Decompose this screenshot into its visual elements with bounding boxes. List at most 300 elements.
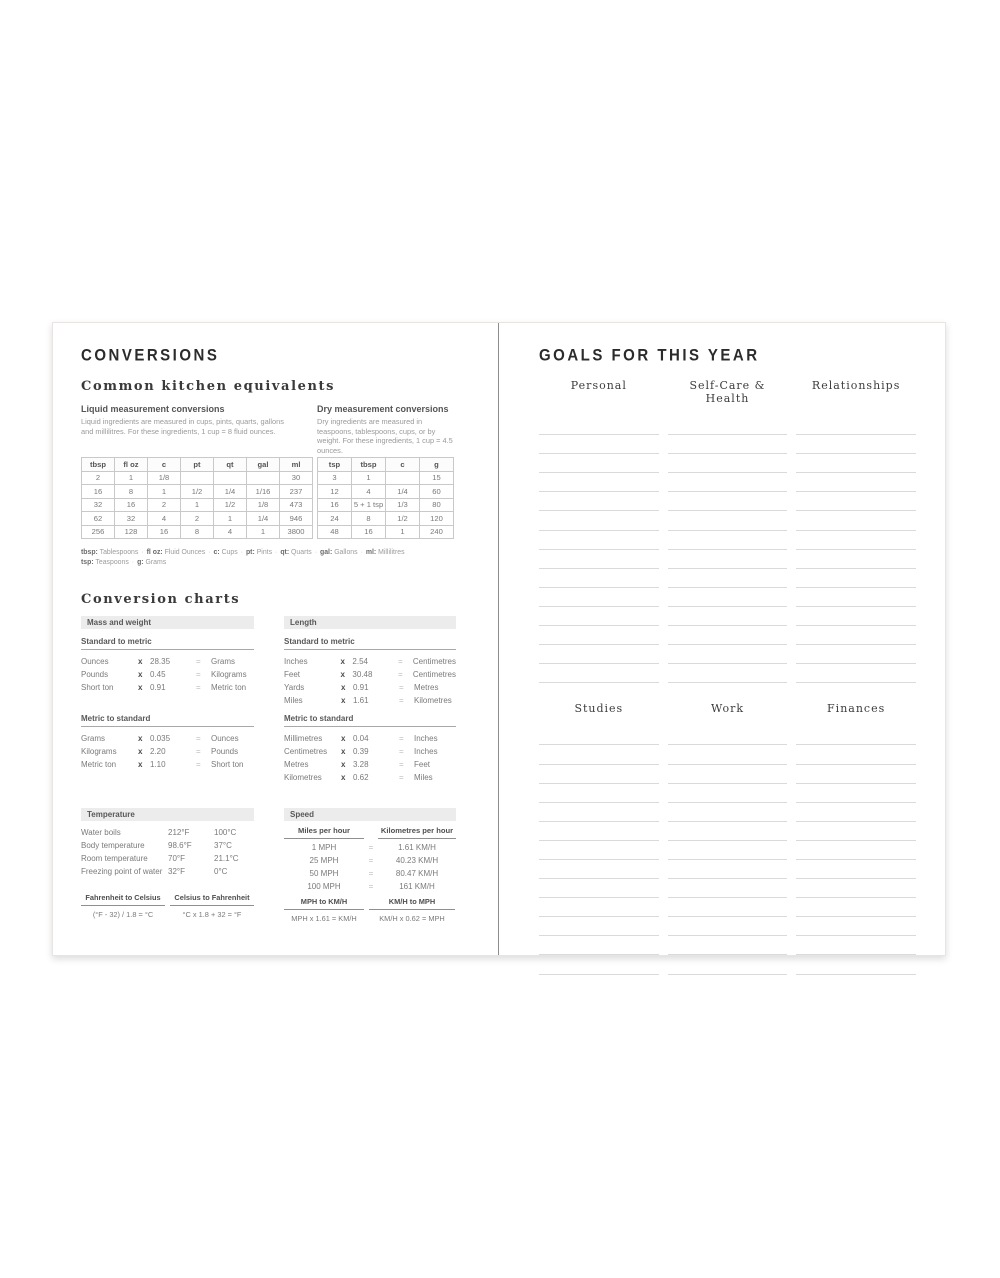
legend-abbr: tsp:	[81, 558, 94, 566]
table-cell: 16	[352, 525, 386, 539]
table-row	[318, 525, 454, 539]
legend-abbr: ml:	[365, 549, 377, 556]
goal-writing-line	[796, 664, 916, 683]
mph-value: 1 MPH	[311, 843, 337, 852]
multiply-sign: x	[341, 696, 346, 705]
table-row	[318, 471, 454, 485]
goal-writing-line	[796, 626, 916, 645]
table-cell: 1	[386, 525, 420, 539]
equals-sign: =	[196, 670, 201, 679]
formula-text: KM/H x 0.62 = MPH	[379, 914, 445, 923]
temperature-row	[81, 865, 254, 878]
speed-row	[284, 867, 456, 880]
goal-writing-line	[539, 898, 659, 917]
multiply-sign: x	[341, 683, 346, 692]
goal-writing-line	[668, 626, 788, 645]
goal-lines-row	[539, 416, 916, 683]
goal-group	[539, 379, 916, 683]
mph-value: 100 MPH	[307, 882, 341, 891]
goal-writing-line	[796, 607, 916, 626]
table-cell: 1/4	[386, 485, 420, 499]
goal-writing-line	[539, 726, 659, 745]
mass-standard-to-metric	[81, 634, 254, 711]
formula-column	[81, 893, 165, 919]
temperature-label: Freezing point of water	[81, 867, 163, 876]
mph-value: 25 MPH	[309, 856, 339, 865]
goal-writing-line	[539, 511, 659, 530]
goal-column	[668, 416, 788, 683]
celsius-value: 37°C	[214, 841, 232, 850]
conversion-to-unit: Short ton	[211, 760, 244, 769]
table-cell: 8	[181, 525, 214, 539]
conversion-from-unit: Kilograms	[81, 747, 117, 756]
table-cell: 4	[352, 485, 386, 499]
table-cell: 1/2	[386, 512, 420, 526]
equals-sign: =	[399, 773, 404, 782]
goal-column	[539, 416, 659, 683]
speed-header-gap	[364, 826, 378, 839]
fahrenheit-value: 212°F	[168, 828, 190, 837]
dry-conversions-desc: Dry ingredients are measured in teaspoons, tablespoons, cups, or by weight. For these ingredients, 1 cup = 4.5 ounces.	[317, 417, 453, 455]
goal-writing-line	[668, 492, 788, 511]
conversion-factor: 0.45	[150, 670, 166, 679]
goal-group	[539, 702, 916, 974]
celsius-value: 21.1°C	[214, 854, 239, 863]
goal-writing-line	[796, 726, 916, 745]
conversion-row	[81, 655, 254, 668]
goal-writing-line	[796, 841, 916, 860]
goal-writing-line	[539, 645, 659, 664]
table-cell: 16	[318, 498, 352, 512]
kitchen-equivalents-heading: Common kitchen equivalents	[81, 379, 336, 394]
speed-row	[284, 841, 456, 854]
multiply-sign: x	[341, 734, 346, 743]
length-standard-to-metric	[284, 634, 456, 711]
table-cell	[386, 471, 420, 485]
conversion-charts-heading: Conversion charts	[81, 592, 241, 607]
multiply-sign: x	[138, 657, 143, 666]
legend-separator: ·	[141, 549, 144, 556]
goal-writing-line	[539, 607, 659, 626]
legend-abbr: g:	[137, 558, 144, 566]
table-header-cell: tsp	[318, 458, 352, 472]
goal-writing-line	[539, 588, 659, 607]
table-cell: 946	[280, 512, 313, 526]
goal-writing-line	[796, 822, 916, 841]
goal-writing-line	[668, 726, 788, 745]
multiply-sign: x	[138, 734, 143, 743]
equals-sign: =	[399, 760, 404, 769]
formula-column	[369, 897, 455, 923]
celsius-value: 0°C	[214, 867, 228, 876]
table-cell: 128	[115, 525, 148, 539]
goal-writing-line	[539, 860, 659, 879]
goal-category-heading: Finances	[827, 702, 886, 716]
table-cell: 2	[82, 471, 115, 485]
table-cell: 1/8	[148, 471, 181, 485]
goal-category-heading: Work	[710, 702, 745, 716]
table-cell: 4	[214, 525, 247, 539]
speed-column-headers	[284, 826, 456, 839]
conversion-factor: 0.035	[150, 734, 171, 743]
goal-writing-line	[796, 588, 916, 607]
legend-abbr: gal:	[320, 549, 333, 556]
conversion-from-unit: Millimetres	[284, 734, 323, 743]
conversion-row	[284, 732, 456, 745]
conversion-from-unit: Metres	[284, 760, 309, 769]
speed-bar: Speed	[284, 808, 456, 821]
conversion-factor: 30.48	[352, 670, 373, 679]
equals-sign: =	[196, 734, 201, 743]
table-cell: 1	[181, 498, 214, 512]
table-cell: 16	[115, 498, 148, 512]
goal-writing-line	[796, 803, 916, 822]
conversion-from-unit: Centimetres	[284, 747, 328, 756]
table-cell: 3	[318, 471, 352, 485]
goal-writing-line	[796, 765, 916, 784]
legend-term: Fluid Ounces	[162, 549, 206, 556]
legend-abbr: fl oz:	[146, 549, 163, 556]
conversion-row	[81, 668, 254, 681]
liquid-conversions-column	[81, 404, 313, 539]
goal-writing-line	[539, 784, 659, 803]
equals-sign: =	[196, 657, 201, 666]
goal-writing-line	[668, 416, 788, 435]
table-header-row	[318, 458, 454, 472]
formula-column	[170, 893, 254, 919]
goal-writing-line	[539, 416, 659, 435]
goal-writing-line	[539, 955, 659, 974]
conversion-from-unit: Inches	[284, 657, 308, 666]
conversion-to-unit: Inches	[414, 734, 438, 743]
page-title: CONVERSIONS	[81, 346, 220, 366]
table-cell: 1	[247, 525, 280, 539]
table-cell: 62	[82, 512, 115, 526]
liquid-conversions-desc: Liquid ingredients are measured in cups, pints, quarts, gallons and millilitres. For these ingredients, 1 cup = 8 fluid ounces.	[81, 417, 284, 436]
conversion-to-unit: Kilometres	[414, 696, 452, 705]
table-cell: 1/3	[386, 498, 420, 512]
goal-writing-line	[668, 860, 788, 879]
length-bar: Length	[284, 616, 456, 629]
fahrenheit-value: 98.6°F	[168, 841, 192, 850]
conversion-factor: 28.35	[150, 657, 171, 666]
goal-writing-line	[668, 511, 788, 530]
speed-section	[284, 808, 456, 923]
conversion-to-unit: Metric ton	[211, 683, 247, 692]
conversion-from-unit: Kilometres	[284, 773, 322, 782]
conversion-to-unit: Pounds	[211, 747, 239, 756]
goal-writing-line	[668, 550, 788, 569]
speed-row	[284, 880, 456, 893]
legend-separator: ·	[314, 549, 318, 556]
conversion-from-unit: Yards	[284, 683, 305, 692]
table-cell: 256	[82, 525, 115, 539]
goal-writing-line	[796, 936, 916, 955]
goal-writing-line	[668, 936, 788, 955]
table-row	[82, 512, 313, 526]
table-cell: 240	[420, 525, 454, 539]
goal-writing-line	[539, 803, 659, 822]
legend-term: Grams	[143, 558, 167, 566]
planner-spread	[52, 322, 946, 956]
legend-abbr: qt:	[280, 549, 290, 556]
goal-writing-line	[539, 435, 659, 454]
goal-writing-line	[668, 588, 788, 607]
temperature-label: Body temperature	[81, 841, 145, 850]
equals-sign: =	[368, 856, 374, 865]
speed-rows	[284, 841, 456, 893]
multiply-sign: x	[340, 657, 345, 666]
goal-writing-line	[668, 765, 788, 784]
goal-writing-line	[668, 917, 788, 936]
goal-writing-line	[539, 917, 659, 936]
legend-term: Cups	[219, 549, 238, 556]
goal-writing-line	[668, 841, 788, 860]
equals-sign: =	[398, 657, 403, 666]
legend-abbr: pt:	[245, 549, 255, 556]
goal-writing-line	[668, 645, 788, 664]
conversion-subheading: Metric to standard	[81, 711, 254, 727]
conversion-to-unit: Ounces	[211, 734, 239, 743]
conversion-factor: 1.10	[150, 760, 166, 769]
table-row	[82, 485, 313, 499]
conversion-to-unit: Kilograms	[211, 670, 247, 679]
goal-writing-line	[796, 550, 916, 569]
dry-conversion-table	[317, 457, 454, 539]
goal-lines-row	[539, 726, 916, 974]
conversion-to-unit: Miles	[414, 773, 433, 782]
conversion-to-unit: Centimetres	[412, 657, 456, 666]
goal-category-heading: Studies	[574, 702, 624, 716]
dry-conversions-title: Dry measurement conversions	[317, 404, 449, 414]
page-goals	[499, 323, 945, 955]
table-cell	[181, 471, 214, 485]
table-cell: 1/16	[247, 485, 280, 499]
table-header-cell: tbsp	[352, 458, 386, 472]
conversion-row	[81, 681, 254, 694]
legend-separator: ·	[275, 549, 278, 556]
equals-sign: =	[368, 843, 374, 852]
table-cell: 60	[420, 485, 454, 499]
dry-conversions-header	[317, 404, 454, 457]
conversion-from-unit: Pounds	[81, 670, 109, 679]
conversion-factor: 0.04	[353, 734, 369, 743]
table-cell: 1	[214, 512, 247, 526]
goal-headers-row	[539, 702, 916, 715]
table-row	[82, 471, 313, 485]
conversion-from-unit: Ounces	[81, 657, 109, 666]
formula-heading: KM/H to MPH	[369, 897, 455, 910]
goal-writing-line	[668, 607, 788, 626]
conversion-factor: 2.54	[352, 657, 368, 666]
temperature-rows	[81, 826, 254, 878]
speed-row	[284, 854, 456, 867]
table-cell: 1/4	[247, 512, 280, 526]
table-header-cell: ml	[280, 458, 313, 472]
equals-sign: =	[196, 760, 201, 769]
liquid-conversions-title: Liquid measurement conversions	[81, 404, 225, 414]
conversion-row	[284, 771, 456, 784]
temperature-row	[81, 852, 254, 865]
fahrenheit-value: 32°F	[168, 867, 185, 876]
temperature-row	[81, 826, 254, 839]
temperature-row	[81, 839, 254, 852]
multiply-sign: x	[138, 747, 143, 756]
conversion-from-unit: Miles	[284, 696, 303, 705]
conversion-to-unit: Metres	[414, 683, 439, 692]
mass-weight-bar: Mass and weight	[81, 616, 254, 629]
goal-writing-line	[796, 917, 916, 936]
table-cell: 5 + 1 tsp	[352, 498, 386, 512]
goal-writing-line	[668, 454, 788, 473]
goal-writing-line	[668, 898, 788, 917]
table-cell: 1/2	[214, 498, 247, 512]
goal-writing-line	[539, 841, 659, 860]
table-cell: 80	[420, 498, 454, 512]
goal-writing-line	[539, 473, 659, 492]
equals-sign: =	[399, 696, 404, 705]
goal-writing-line	[796, 531, 916, 550]
conversion-factor: 2.20	[150, 747, 166, 756]
table-cell: 24	[318, 512, 352, 526]
goal-writing-line	[668, 822, 788, 841]
conversion-factor: 0.62	[353, 773, 369, 782]
conversion-row	[284, 758, 456, 771]
conversion-row	[284, 694, 456, 707]
goal-writing-line	[668, 784, 788, 803]
legend-separator: ·	[240, 549, 243, 556]
conversion-row	[284, 655, 456, 668]
formula-heading: Celsius to Fahrenheit	[170, 893, 254, 906]
table-header-cell: fl oz	[115, 458, 148, 472]
table-cell: 16	[148, 525, 181, 539]
goal-writing-line	[796, 416, 916, 435]
conversion-row	[81, 732, 254, 745]
kmh-value: 1.61 KM/H	[398, 843, 436, 852]
table-row	[318, 485, 454, 499]
table-header-cell: c	[148, 458, 181, 472]
equals-sign: =	[196, 747, 201, 756]
goal-writing-line	[539, 664, 659, 683]
legend-term: Quarts	[289, 549, 312, 556]
goal-headers-row	[539, 379, 916, 405]
conversion-subheading: Standard to metric	[284, 634, 456, 650]
page-conversions	[53, 323, 499, 955]
conversion-from-unit: Metric ton	[81, 760, 117, 769]
goal-writing-line	[796, 645, 916, 664]
mph-value: 50 MPH	[309, 869, 339, 878]
conversion-factor: 0.39	[353, 747, 369, 756]
goal-writing-line	[539, 492, 659, 511]
conversion-to-unit: Centimetres	[412, 670, 456, 679]
formula-text: (°F - 32) / 1.8 = °C	[92, 910, 154, 919]
liquid-conversion-table	[81, 457, 313, 539]
conversion-to-unit: Grams	[211, 657, 235, 666]
table-row	[82, 525, 313, 539]
conversion-row	[284, 668, 456, 681]
goal-category-heading: Self-Care & Health	[689, 379, 766, 405]
goals-page-title: GOALS FOR THIS YEAR	[539, 346, 760, 366]
goal-writing-line	[668, 473, 788, 492]
goal-writing-line	[668, 435, 788, 454]
legend-term: Tablespoons	[97, 549, 139, 556]
formula-text: °C x 1.8 + 32 = °F	[182, 910, 242, 919]
multiply-sign: x	[341, 760, 346, 769]
conversion-subheading: Metric to standard	[284, 711, 456, 727]
kmh-column-header: Kilometres per hour	[378, 826, 456, 839]
goal-writing-line	[796, 879, 916, 898]
goal-writing-line	[796, 492, 916, 511]
conversion-from-unit: Feet	[284, 670, 301, 679]
legend-separator: ·	[360, 549, 363, 556]
kmh-value: 80.47 KM/H	[395, 869, 439, 878]
legend-abbr: c:	[213, 549, 220, 556]
table-cell: 16	[82, 485, 115, 499]
length-metric-to-standard	[284, 711, 456, 808]
multiply-sign: x	[340, 670, 345, 679]
goal-writing-line	[668, 664, 788, 683]
equals-sign: =	[368, 869, 374, 878]
liquid-conversions-header	[81, 404, 313, 457]
conversion-row	[81, 745, 254, 758]
table-cell: 12	[318, 485, 352, 499]
mass-metric-to-standard	[81, 711, 254, 808]
table-row	[318, 512, 454, 526]
equals-sign: =	[399, 747, 404, 756]
conversion-to-unit: Inches	[414, 747, 438, 756]
table-cell: 2	[181, 512, 214, 526]
kmh-value: 161 KM/H	[399, 882, 435, 891]
table-cell: 30	[280, 471, 313, 485]
table-cell: 473	[280, 498, 313, 512]
table-header-cell: pt	[181, 458, 214, 472]
table-cell: 1	[115, 471, 148, 485]
table-cell: 8	[352, 512, 386, 526]
goal-writing-line	[796, 569, 916, 588]
table-header-cell: qt	[214, 458, 247, 472]
dry-conversions-column	[317, 404, 454, 539]
goal-writing-line	[796, 745, 916, 764]
kmh-value: 40.23 KM/H	[395, 856, 439, 865]
legend-line	[81, 548, 454, 558]
goal-writing-line	[796, 860, 916, 879]
length-speed-column	[284, 616, 456, 923]
goal-writing-line	[668, 569, 788, 588]
legend-term: Pints	[254, 549, 273, 556]
table-cell: 1/2	[181, 485, 214, 499]
formula-heading: Fahrenheit to Celsius	[81, 893, 165, 906]
conversion-charts	[81, 616, 454, 923]
goal-writing-line	[796, 898, 916, 917]
table-cell: 237	[280, 485, 313, 499]
temperature-label: Water boils	[81, 828, 121, 837]
goal-writing-line	[668, 879, 788, 898]
conversion-factor: 1.61	[353, 696, 369, 705]
table-cell	[214, 471, 247, 485]
legend-abbr: tbsp:	[81, 549, 98, 556]
goal-column	[668, 726, 788, 974]
goal-writing-line	[668, 955, 788, 974]
fahrenheit-value: 70°F	[168, 854, 185, 863]
conversion-to-unit: Feet	[414, 760, 431, 769]
table-cell: 15	[420, 471, 454, 485]
goal-column	[796, 416, 916, 683]
goal-writing-line	[539, 745, 659, 764]
formula-text: MPH x 1.61 = KM/H	[291, 914, 357, 923]
table-cell: 8	[115, 485, 148, 499]
goal-writing-line	[539, 822, 659, 841]
goal-writing-line	[796, 435, 916, 454]
